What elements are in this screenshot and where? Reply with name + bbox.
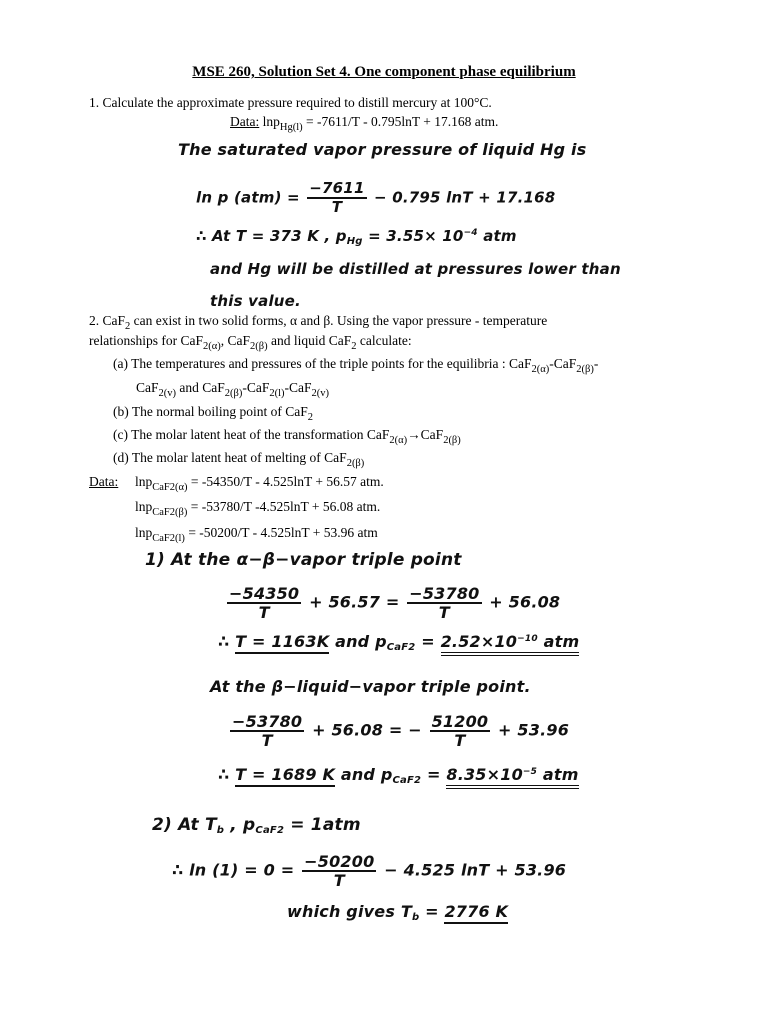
data-label-2: Data: [89,474,119,489]
question-2c: (c) The molar latent heat of the transformation CaF$_{2(\alpha)}$→CaF$_{2(\beta)}$ [113,427,461,446]
question-2a: (a) The temperatures and pressures of the triple points for the equilibria : CaF$_{2(\alpha)}$-CaF$_{2(\beta)}$- [113,356,599,375]
data-liquid: lnp$_{CaF2(l)}$ = -50200/T - 4.525lnT + 53.96 atm [135,525,378,544]
handwritten-eq2: $\frac{-53780}{T}$ + 56.08 = − $\frac{51200}{T}$ + 53.96 [232,712,570,750]
data-beta: lnp$_{CaF2(\beta)}$ = -53780/T -4.525lnT + 56.08 atm. [135,499,381,518]
question-2b: (b) The normal boiling point of CaF$_2$ [113,404,313,423]
handwritten-hg-conclusion-end: this value. [210,292,301,310]
handwritten-result2: ∴ T = 1689 K and $p_{CaF2} = 8.35\times 10^{-5}$ atm [218,765,579,786]
fraction: $\frac{-7611}{T}$ [309,179,365,216]
question-2a-cont: CaF$_{2(v)}$ and CaF$_{2(\beta)}$-CaF$_{2(l)}$-CaF$_{2(v)}$ [136,380,330,399]
handwritten-hg-equation: ln p (atm) = $\frac{-7611}{T}$ − 0.795 lnT + 17.168 [196,179,556,216]
handwritten-hg-result: ∴ At T = 373 K , $p_{Hg} = 3.55\times 10^{-4}$ atm [196,227,517,247]
handwritten-hg-statement: The saturated vapor pressure of liquid Hg is [178,140,587,159]
handwritten-part1-heading-2: At the β−liquid−vapor triple point. [210,677,531,696]
question-2d: (d) The molar latent heat of melting of CaF$_{2(\beta)}$ [113,450,365,469]
handwritten-hg-conclusion: and Hg will be distilled at pressures lower than [210,260,621,278]
page-title: MSE 260, Solution Set 4. One component phase equilibrium [192,64,576,80]
handwritten-eq1: $\frac{-54350}{T}$ + 56.57 = $\frac{-53780}{T}$ + 56.08 [229,584,561,622]
question-1-data: Data: lnp$_{Hg(l)}$ = -7611/T - 0.795lnT + 17.168 atm. [230,114,499,133]
question-2-intro: 2. CaF$_2$ can exist in two solid forms, α and β. Using the vapor pressure - temperature [89,313,548,332]
question-1-text: 1. Calculate the approximate pressure required to distill mercury at 100°C. [89,95,492,110]
handwritten-part1-heading: 1) At the α−β−vapor triple point [145,550,462,570]
handwritten-result3: which gives $T_b = 2776$ K [287,902,509,923]
handwritten-part2-heading: 2) At $T_b$ , $p_{CaF2} = 1atm$ [152,815,361,836]
question-2-intro-cont: relationships for CaF$_{2(\alpha)}$, CaF$_{2(\beta)}$ and liquid CaF$_2$ calculate: [89,333,412,352]
arrow-icon: → [407,427,421,442]
handwritten-result1: ∴ T = 1163K and $p_{CaF2} = 2.52\times 10^{-10}$ atm [218,632,579,653]
data-alpha: lnp$_{CaF2(\alpha)}$ = -54350/T - 4.525lnT + 56.57 atm. [135,474,384,493]
data-label: Data: [230,114,260,129]
handwritten-eq3: ∴ ln (1) = 0 = $\frac{-50200}{T}$ − 4.525 lnT + 53.96 [172,852,567,890]
